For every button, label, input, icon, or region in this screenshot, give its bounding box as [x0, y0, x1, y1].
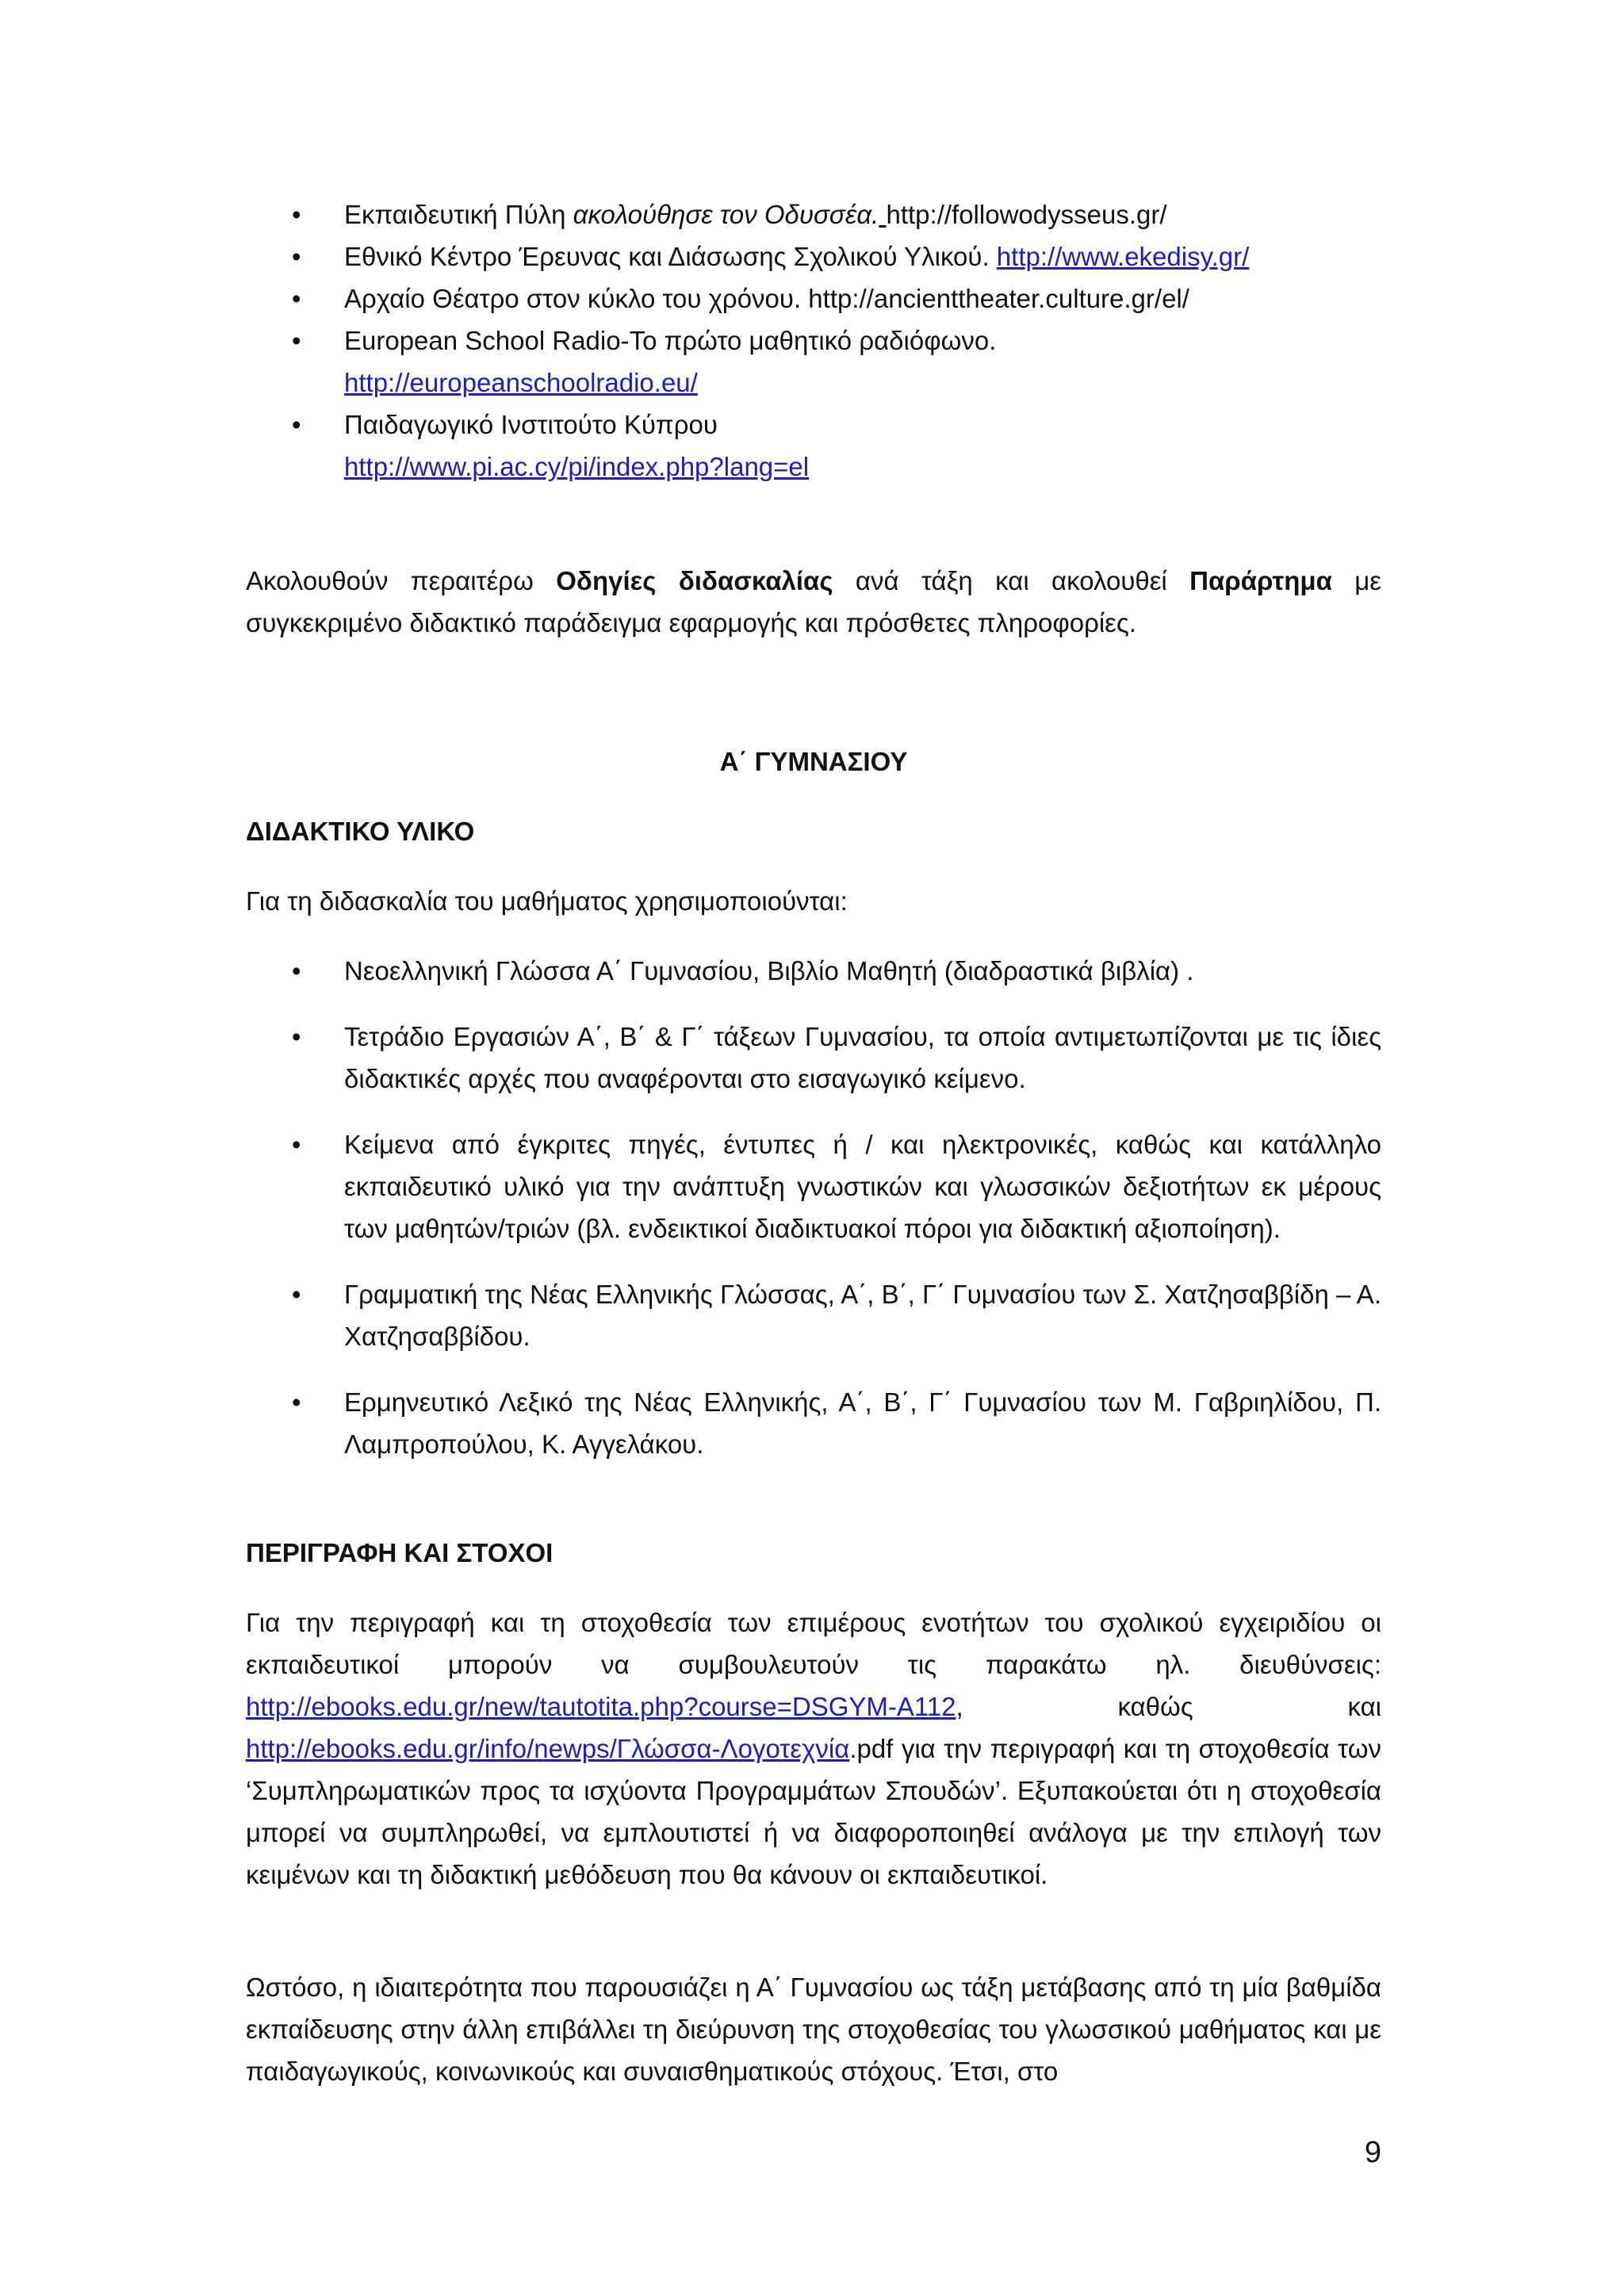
section-heading-material: ΔΙΔΑΚΤΙΚΟ ΥΛΙΚΟ: [246, 817, 475, 846]
goals-paragraph: Ωστόσο, η ιδιαιτερότητα που παρουσιάζει η Α΄ Γυμνασίου ως τάξη μετάβασης από τη μία βαθμίδα εκπαίδευσης στην άλλη επιβάλλει τη διεύρυνση της στοχοθεσίας του γλωσσικού μαθήματος και με παιδαγωγικούς, κοινωνικούς και συναισθηματικούς στόχους. Έτσι, στο: [246, 1973, 1381, 2086]
intro-bold: Οδηγίες διδασκαλίας: [556, 566, 833, 595]
resource-text: Εθνικό Κέντρο Έρευνας και Διάσωσης Σχολικού Υλικού.: [344, 242, 997, 271]
material-block: [246, 950, 1381, 1489]
resource-text: Αρχαίο Θέατρο στον κύκλο του χρόνου.: [344, 284, 809, 313]
resource-link[interactable]: http://europeanschoolradio.eu/: [344, 368, 698, 397]
material-list: [246, 950, 1381, 1465]
goals-text: .pdf για την περιγραφή και τη στοχοθεσία των ‘Συμπληρωματικών προς τα ισχύοντα Προγραμμάτων Σπουδών’. Εξυπακούεται ότι η στοχοθεσία μπορεί να συμπληρωθεί, να εμπλουτιστεί ή να διαφοροποιηθεί ανάλογα με την επιλογή των κειμένων και τη διδακτική μεθόδευση που θα κάνουν οι εκπαιδευτικοί.: [246, 1734, 1381, 1889]
list-item: [246, 235, 1381, 277]
intro-text: ανά τάξη και ακολουθεί: [833, 566, 1190, 595]
intro-text: Ακολουθούν περαιτέρω: [246, 566, 557, 595]
grade-heading: Α΄ ΓΥΜΝΑΣΙΟΥ: [719, 747, 908, 776]
list-item: [246, 277, 1381, 320]
list-item: • Ερμηνευτικό Λεξικό της Νέας Ελληνικής, Α΄, Β΄, Γ΄ Γυμνασίου των Μ. Γαβριηλίδου, Π. Λαμπροπούλου, Κ. Αγγελάκου.: [246, 1381, 1381, 1465]
goals-text: Για την περιγραφή και τη στοχοθεσία των επιμέρους ενοτήτων του σχολικού εγχειριδίου οι εκπαιδευτικοί μπορούν να συμβουλευτούν τις παρακάτω ηλ. διευθύνσεις:: [246, 1608, 1381, 1679]
list-item: • Κείμενα από έγκριτες πηγές, έντυπες ή / και ηλεκτρονικές, καθώς και κατάλληλο εκπαιδευτικό υλικό για την ανάπτυξη γνωστικών και γλωσσικών δεξιοτήτων εκ μέρους των μαθητών/τριών (βλ. ενδεικτικοί διαδικτυακοί πόροι για διδακτική αξιοποίηση).: [246, 1123, 1381, 1249]
list-item: • Τετράδιο Εργασιών Α΄, Β΄ & Γ΄ τάξεων Γυμνασίου, τα οποία αντιμετωπίζονται με τις ίδιες διδακτικές αρχές που αναφέρονται στο εισαγωγικό κείμενο.: [246, 1016, 1381, 1100]
goals-paragraph: [246, 1601, 1381, 1896]
page-number: 9: [1364, 2136, 1381, 2169]
list-item: • Γραμματική της Νέας Ελληνικής Γλώσσας, Α΄, Β΄, Γ΄ Γυμνασίου των Σ. Χατζησαββίδη – Α. Χατζησαββίδου.: [246, 1273, 1381, 1357]
list-item: [246, 320, 1381, 404]
resource-link[interactable]: http://www.pi.ac.cy/pi/index.php?lang=el: [344, 452, 810, 481]
intro-text: με συγκεκριμένο διδακτικό παράδειγμα εφαρμογής και πρόσθετες πληροφορίες.: [246, 566, 1381, 637]
intro-paragraph: [246, 560, 1381, 644]
section-heading-goals: ΠΕΡΙΓΡΑΦΗ ΚΑΙ ΣΤΟΧΟΙ: [246, 1538, 553, 1567]
resource-text: Παιδαγωγικό Ινστιτούτο Κύπρου: [344, 410, 718, 439]
resource-italic: ακολούθησε τον Οδυσσέα.: [573, 200, 879, 229]
ebooks-link[interactable]: http://ebooks.edu.gr/info/newps/Γλώσσα-Λογοτεχνία: [246, 1734, 850, 1763]
material-lead: Για τη διδασκαλία του μαθήματος χρησιμοποιούνται:: [246, 886, 848, 916]
ebooks-link[interactable]: http://ebooks.edu.gr/new/tautotita.php?course=DSGYM-A112: [246, 1692, 956, 1721]
list-item: • Νεοελληνική Γλώσσα Α΄ Γυμνασίου, Βιβλίο Μαθητή (διαδραστικά βιβλία) .: [246, 950, 1381, 992]
list-item: [246, 404, 1381, 488]
list-item: [246, 193, 1381, 235]
goals-text: , καθώς και: [956, 1692, 1381, 1721]
resource-link[interactable]: http://www.ekedisy.gr/: [996, 242, 1250, 271]
resource-url[interactable]: http://ancienttheater.culture.gr/el/: [808, 284, 1189, 313]
resources-list: [246, 193, 1381, 488]
resource-text: Εκπαιδευτική Πύλη: [344, 200, 573, 229]
resource-url[interactable]: http://followodysseus.gr/: [886, 200, 1167, 229]
resources-block: [246, 193, 1381, 488]
intro-bold: Παράρτημα: [1189, 566, 1332, 595]
resource-text: European School Radio-Το πρώτο μαθητικό ραδιόφωνο.: [344, 326, 997, 355]
